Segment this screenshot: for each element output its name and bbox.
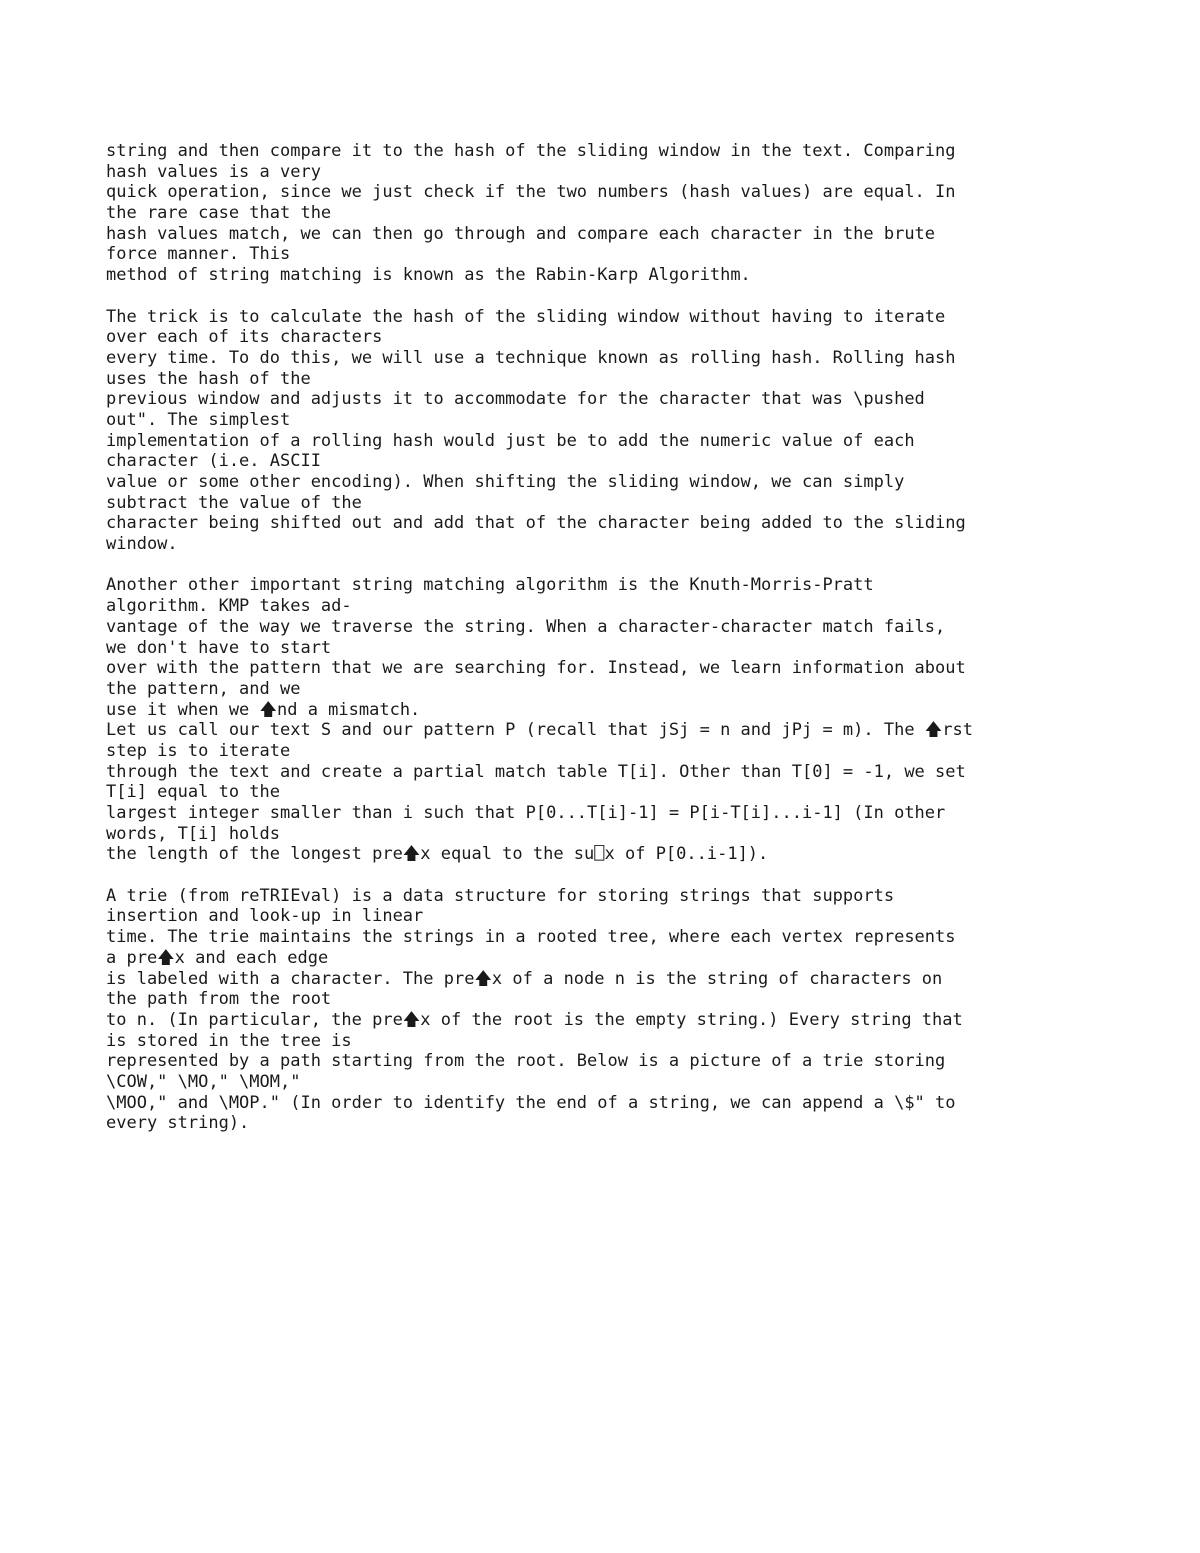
text-line: force manner. This [106,244,291,265]
text-line: step is to iterate [106,740,291,761]
text-line: largest integer smaller than i such that P[0...T[i]-1] = P[i-T[i]...i-1] (In other [106,803,946,823]
paragraph [106,141,1106,286]
text-line: the length of the longest pre🡅x equal to the su⎕x of P[0..i-1]). [106,844,769,865]
paragraph [106,886,1106,1134]
text-line: implementation of a rolling hash would just be to add the numeric value of each [106,430,915,451]
text-line: T[i] equal to the [106,782,280,803]
paragraph-gap [106,555,1106,576]
paragraph [106,575,1106,865]
text-line: character (i.e. ASCII [106,451,321,472]
text-line: hash values match, we can then go through and compare each character in the brute [106,223,936,244]
text-line: use it when we 🡅nd a mismatch. [106,699,421,720]
text-line: is stored in the tree is [106,1030,352,1051]
text-line: represented by a path starting from the root. Below is a picture of a trie storing [106,1051,946,1072]
text-line: is labeled with a character. The pre🡅x of a node n is the string of characters on [106,968,943,989]
paragraph-gap [106,865,1106,886]
text-line: window. [106,534,178,555]
text-line: over with the pattern that we are searching for. Instead, we learn information about [106,658,966,679]
text-line: value or some other encoding). When shifting the sliding window, we can simply [106,472,905,492]
text-line: uses the hash of the [106,368,311,389]
text-line: The trick is to calculate the hash of the sliding window without having to iterate [106,306,946,327]
text-line: Let us call our text S and our pattern P (recall that jSj = n and jPj = m). The 🡅rst [106,720,973,741]
text-line: the pattern, and we [106,678,301,699]
text-line: a pre🡅x and each edge [106,947,329,968]
text-line: over each of its characters [106,327,383,348]
text-line: \COW," \MO," \MOM," [106,1071,301,1092]
text-line: the path from the root [106,989,332,1010]
text-line: previous window and adjusts it to accommodate for the character that was \pushed [106,389,925,410]
text-line: A trie (from reTRIEval) is a data structure for storing strings that supports [106,885,895,906]
text-line: subtract the value of the [106,492,362,513]
body-text [106,141,1106,1134]
text-line: every string). [106,1113,250,1134]
text-line: to n. (In particular, the pre🡅x of the root is the empty string.) Every string that [106,1009,963,1030]
text-line: Another other important string matching algorithm is the Knuth-Morris-Pratt [106,575,874,596]
text-line: vantage of the way we traverse the string. When a character-character match fails, [106,616,946,637]
text-line: out". The simplest [106,409,291,430]
text-line: \MOO," and \MOP." (In order to identify the end of a string, we can append a \$" to [106,1092,956,1113]
text-line: hash values is a very [106,161,321,182]
text-line: insertion and look-up in linear [106,906,424,927]
text-line: through the text and create a partial match table T[i]. Other than T[0] = -1, we set [106,761,966,782]
text-line: we don't have to start [106,637,332,658]
paragraph-gap [106,286,1106,307]
text-line: time. The trie maintains the strings in a rooted tree, where each vertex represents [106,927,956,948]
paragraph [106,307,1106,555]
text-line: every time. To do this, we will use a technique known as rolling hash. Rolling hash [106,347,956,368]
text-line: character being shifted out and add that of the character being added to the sliding [106,513,966,534]
text-line: quick operation, since we just check if the two numbers (hash values) are equal. In [106,182,956,203]
text-line: words, T[i] holds [106,823,280,844]
text-line: method of string matching is known as the Rabin-Karp Algorithm. [106,265,751,286]
text-line: the rare case that the [106,203,332,224]
text-line: string and then compare it to the hash of the sliding window in the text. Comparing [106,141,956,161]
text-line: algorithm. KMP takes ad- [106,596,352,617]
